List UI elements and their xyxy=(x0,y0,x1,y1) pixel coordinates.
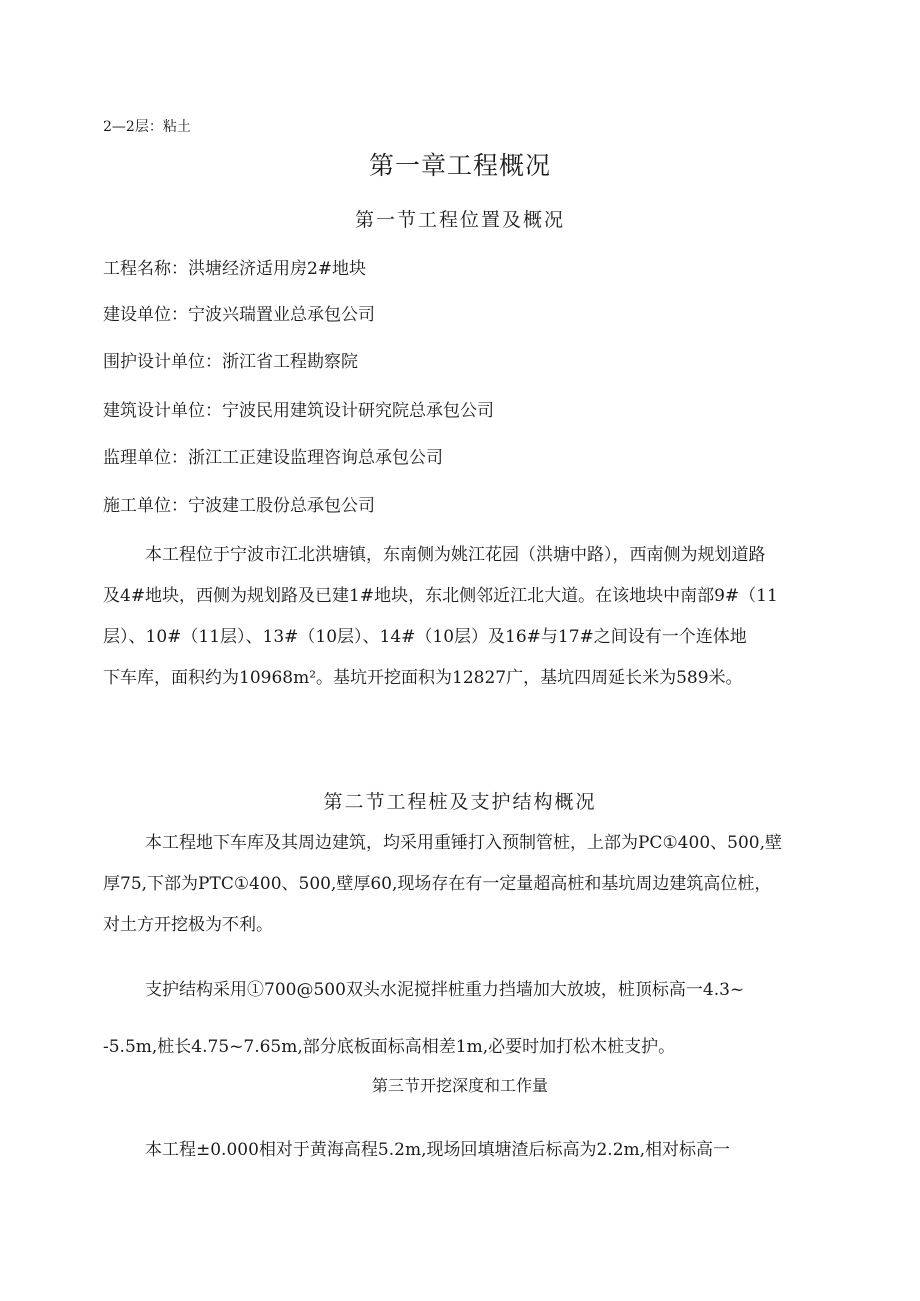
info-architect: 建筑设计单位：宁波民用建筑设计研究院总承包公司 xyxy=(103,401,494,421)
info-support-designer: 围护设计单位：浙江省工程勘察院 xyxy=(103,352,358,372)
paragraph-line: 本工程地下车库及其周边建筑，均采用重锤打入预制管桩，上部为PC①400、500,壁 xyxy=(145,833,782,853)
info-developer: 建设单位：宁波兴瑞置业总承包公司 xyxy=(103,305,375,325)
section-1-paragraph xyxy=(103,535,823,699)
paragraph-line: 本工程位于宁波市江北洪塘镇，东南侧为姚江花园（洪塘中路），西南侧为规划道路 xyxy=(145,545,766,565)
paragraph-line: 对土方开挖极为不利。 xyxy=(103,915,273,935)
section-2-paragraph-1 xyxy=(103,823,823,946)
section-3-paragraph xyxy=(103,1130,823,1171)
info-supervisor: 监理单位：浙江工正建设监理咨询总承包公司 xyxy=(103,448,443,468)
paragraph-line: 支护结构采用①700@500双头水泥搅拌桩重力挡墙加大放坡，桩顶标高一4.3~ xyxy=(145,980,745,1000)
chapter-title: 第一章工程概况 xyxy=(368,151,551,180)
section-2-paragraph-2a xyxy=(103,970,823,1011)
info-project-name: 工程名称：洪塘经济适用房2#地块 xyxy=(103,259,367,279)
paragraph-line: 层）、10#（11层）、13#（10层）、14#（10层）及16#与17#之间设有一个连体地 xyxy=(103,627,747,647)
section-2-paragraph-2b xyxy=(103,1027,823,1068)
section-2-title: 第二节工程桩及支护结构概况 xyxy=(323,791,597,813)
paragraph-line: 本工程±0.000相对于黄海高程5.2m,现场回填塘渣后标高为2.2m,相对标高一 xyxy=(145,1140,731,1160)
carryover-line: 2—2层：粘土 xyxy=(103,119,191,135)
paragraph-line: -5.5m,桩长4.75~7.65m,部分底板面标高相差1m,必要时加打松木桩支护。 xyxy=(103,1037,676,1057)
section-3-title: 第三节开挖深度和工作量 xyxy=(371,1076,548,1095)
info-contractor: 施工单位：宁波建工股份总承包公司 xyxy=(103,496,375,516)
section-1-title: 第一节工程位置及概况 xyxy=(354,209,565,231)
paragraph-line: 下车库，面积约为10968m²。基坑开挖面积为12827广，基坑四周延长米为589米。 xyxy=(103,668,743,688)
paragraph-line: 及4#地块，西侧为规划路及已建1#地块，东北侧邻近江北大道。在该地块中南部9#（11 xyxy=(103,586,778,606)
paragraph-line: 厚75,下部为PTC①400、500,壁厚60,现场存在有一定量超高桩和基坑周边建筑高位桩， xyxy=(103,874,772,894)
